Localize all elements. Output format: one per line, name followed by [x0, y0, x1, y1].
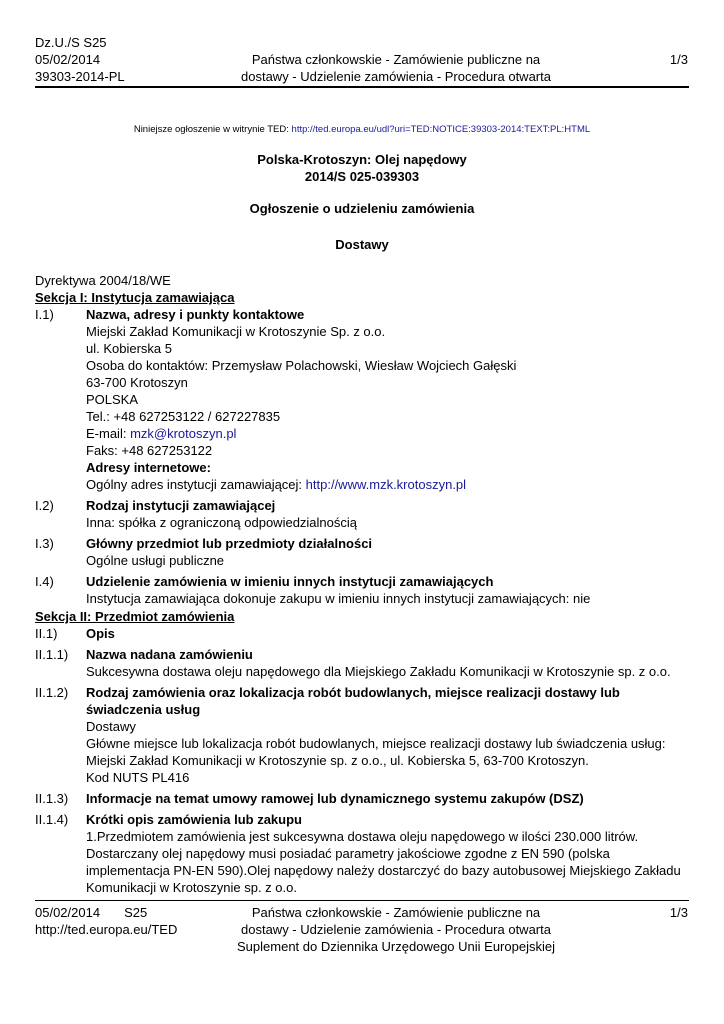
footer-title-line2: dostawy - Udzielenie zamówienia - Procedura otwarta	[241, 922, 551, 937]
item-heading: Główny przedmiot lub przedmioty działalności	[86, 536, 373, 551]
item-number: I.1)	[35, 307, 54, 322]
header-date: 05/02/2014	[35, 52, 101, 67]
section-i2	[35, 497, 689, 531]
footer-date: 05/02/2014	[35, 905, 101, 920]
header-page-number: 1/3	[669, 52, 688, 67]
item-number: II.1.2)	[35, 685, 69, 700]
item-number: I.4)	[35, 574, 54, 589]
footer-title-line3: Suplement do Dziennika Urzędowego Unii Europejskiej	[237, 939, 555, 954]
internet-heading: Adresy internetowe:	[86, 460, 211, 475]
ted-notice-link[interactable]: http://ted.europa.eu/udl?uri=TED:NOTICE:39303-2014:TEXT:PL:HTML	[291, 124, 591, 135]
section-ii12	[35, 684, 689, 786]
org-contact: Osoba do kontaktów: Przemysław Polachowski, Wiesław Wojciech Gałęski	[86, 358, 517, 373]
item-text: Dostarczany olej napędowy musi posiadać parametry jakościowe zgodne z EN 590 (polska implementacja PN-EN 590).Olej napędowy należy dostarczyć do bazy autobusowej Miejskiego Zakładu Komunikacji w Krotoszynie sp. z o.o.	[86, 846, 681, 895]
footer-title-line1: Państwa członkowskie - Zamówienie publiczne na	[251, 905, 541, 920]
section-ii14	[35, 811, 689, 896]
item-heading: Udzielenie zamówienia w imieniu innych instytucji zamawiających	[86, 574, 494, 589]
section-i1	[35, 306, 689, 493]
item-heading: Informacje na temat umowy ramowej lub dynamicznego systemu zakupów (DSZ)	[86, 791, 584, 806]
header-title-line1: Państwa członkowskie - Zamówienie publiczne na	[251, 52, 541, 67]
item-text: 1.Przedmiotem zamówienia jest sukcesywna dostawa oleju napędowego w ilości 230.000 litrów.	[86, 829, 639, 844]
footer-divider	[35, 900, 689, 901]
directive: Dyrektywa 2004/18/WE	[35, 273, 171, 288]
notice-category: Dostawy	[335, 237, 389, 252]
notice-type: Ogłoszenie o udzieleniu zamówienia	[249, 201, 475, 216]
item-number: I.3)	[35, 536, 54, 551]
website-label: Ogólny adres instytucji zamawiającej:	[86, 477, 306, 492]
section-2-title: Sekcja II: Przedmiot zamówienia	[35, 609, 235, 624]
section-ii1	[35, 625, 689, 642]
header-title-line2: dostawy - Udzielenie zamówienia - Procedura otwarta	[241, 69, 551, 84]
item-heading: Opis	[86, 626, 115, 641]
org-country: POLSKA	[86, 392, 139, 407]
section-ii11	[35, 646, 689, 680]
header-title	[200, 51, 592, 85]
nuts-code: Kod NUTS PL416	[86, 770, 190, 785]
item-number: II.1)	[35, 626, 58, 641]
footer-series: S25	[124, 905, 148, 920]
item-text: Ogólne usługi publiczne	[86, 553, 225, 568]
item-number: II.1.4)	[35, 812, 69, 827]
ted-notice-prefix: Niniejsze ogłoszenie w witrynie TED:	[133, 124, 292, 135]
email-label: E-mail:	[86, 426, 131, 441]
header-divider	[35, 86, 689, 88]
item-heading: Rodzaj zamówienia oraz lokalizacja robót budowlanych, miejsce realizacji dostawy lub świadczenia usług	[86, 685, 620, 717]
doc-id: 39303-2014-PL	[35, 69, 125, 84]
ted-notice	[0, 121, 724, 138]
section-i4	[35, 573, 689, 607]
item-number: I.2)	[35, 498, 54, 513]
website-link[interactable]: http://www.mzk.krotoszyn.pl	[305, 477, 467, 492]
section-i3	[35, 535, 689, 569]
org-name: Miejski Zakład Komunikacji w Krotoszynie Sp. z o.o.	[86, 324, 386, 339]
document-body	[35, 272, 689, 896]
footer-meta	[35, 904, 177, 938]
section-ii13	[35, 790, 689, 807]
header-meta	[35, 34, 125, 85]
journal-ref: Dz.U./S S25	[35, 35, 107, 50]
org-city: 63-700 Krotoszyn	[86, 375, 188, 390]
item-heading: Rodzaj instytucji zamawiającej	[86, 498, 276, 513]
org-email	[86, 425, 689, 442]
contract-type: Dostawy	[86, 719, 136, 734]
item-heading: Krótki opis zamówienia lub zakupu	[86, 812, 302, 827]
footer-site: http://ted.europa.eu/TED	[35, 922, 178, 937]
org-street: ul. Kobierska 5	[86, 341, 172, 356]
delivery-location: Główne miejsce lub lokalizacja robót budowlanych, miejsce realizacji dostawy lub świadczenia usług: Miejski Zakład Komunikacji w Krotoszynie sp. z o.o., ul. Kobierska 5, 63-700 Krotoszyn.	[86, 736, 666, 768]
item-text: Inna: spółka z ograniczoną odpowiedzialnością	[86, 515, 358, 530]
footer-page-number: 1/3	[669, 905, 688, 920]
item-heading: Nazwa nadana zamówieniu	[86, 647, 253, 662]
doc-title: Polska-Krotoszyn: Olej napędowy	[257, 152, 467, 167]
item-text: Instytucja zamawiająca dokonuje zakupu w imieniu innych instytucji zamawiających: nie	[86, 591, 591, 606]
item-text: Sukcesywna dostawa oleju napędowego dla Miejskiego Zakładu Komunikacji w Krotoszynie sp. z o.o.	[86, 664, 671, 679]
doc-reference: 2014/S 025-039303	[304, 169, 420, 184]
section-1-title: Sekcja I: Instytucja zamawiająca	[35, 290, 235, 305]
email-link[interactable]: mzk@krotoszyn.pl	[130, 426, 237, 441]
org-tel: Tel.: +48 627253122 / 627227835	[86, 409, 281, 424]
item-heading: Nazwa, adresy i punkty kontaktowe	[86, 307, 305, 322]
footer-title	[200, 904, 592, 955]
org-fax: Faks: +48 627253122	[86, 443, 213, 458]
item-number: II.1.1)	[35, 647, 69, 662]
org-website	[86, 476, 689, 493]
item-number: II.1.3)	[35, 791, 69, 806]
